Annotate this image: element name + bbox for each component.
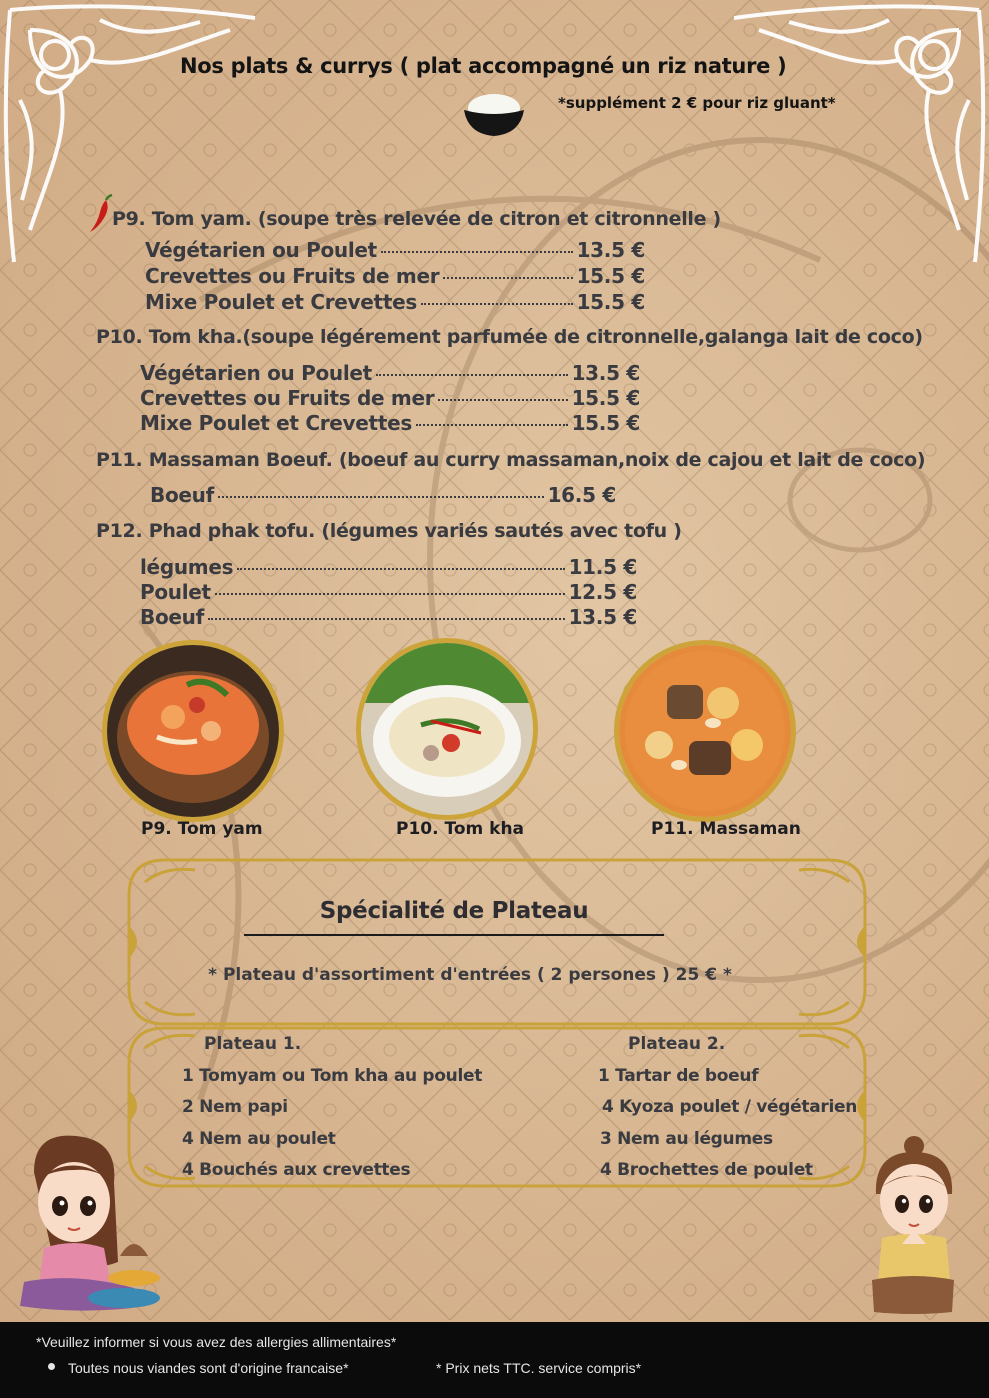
- thai-girl-greeting-icon: [866, 1134, 956, 1316]
- price-row: [140, 580, 637, 604]
- special-frame: [125, 856, 869, 1028]
- price-row: [150, 483, 616, 507]
- option-label: Boeuf: [150, 483, 214, 507]
- title-underline: [244, 934, 664, 936]
- photo-caption: P10. Tom kha: [396, 819, 525, 839]
- dish-title-p10: P10. Tom kha.(soupe légérement parfumée de citronnelle,galanga lait de coco): [96, 326, 923, 348]
- option-price: 16.5 €: [547, 483, 616, 507]
- dish-title-p11: P11. Massaman Boeuf. (boeuf au curry massaman,noix de cajou et lait de coco): [96, 449, 926, 471]
- option-price: 12.5 €: [568, 580, 637, 604]
- special-title: Spécialité de Plateau: [319, 898, 589, 924]
- dish-title-p9: P9. Tom yam. (soupe très relevée de citron et citronnelle ): [112, 208, 721, 230]
- plateau-item: 1 Tomyam ou Tom kha au poulet: [182, 1066, 483, 1086]
- plateau-item: 4 Nem au poulet: [182, 1129, 336, 1149]
- thai-girl-cooking-icon: [14, 1132, 170, 1314]
- plateau-item: 4 Brochettes de poulet: [600, 1160, 813, 1180]
- price-row: [140, 361, 640, 385]
- plateau-item: 4 Kyoza poulet / végétarien: [602, 1097, 858, 1117]
- rice-supplement-note: *supplément 2 € pour riz gluant*: [558, 94, 836, 112]
- price-row: [145, 238, 645, 262]
- option-price: 13.5 €: [571, 361, 640, 385]
- page-title: Nos plats & currys ( plat accompagné un riz nature ): [180, 54, 787, 78]
- plateau-2-title: Plateau 2.: [628, 1034, 726, 1054]
- option-label: Poulet: [140, 580, 211, 604]
- photo-tom-yam: [102, 640, 284, 822]
- option-label: Crevettes ou Fruits de mer: [140, 386, 435, 410]
- option-label: Boeuf: [140, 605, 204, 629]
- plateau-item: 1 Tartar de boeuf: [598, 1066, 759, 1086]
- photo-caption: P11. Massaman: [651, 819, 801, 839]
- option-price: 13.5 €: [576, 238, 645, 262]
- price-row: [140, 605, 637, 629]
- option-price: 15.5 €: [571, 386, 640, 410]
- option-label: Végétarien ou Poulet: [140, 361, 372, 385]
- dish-title-p12: P12. Phad phak tofu. (légumes variés sautés avec tofu ): [96, 520, 682, 542]
- ornament-corner-icon: [719, 0, 989, 270]
- option-label: Crevettes ou Fruits de mer: [145, 264, 440, 288]
- price-row: [145, 290, 645, 314]
- special-description: * Plateau d'assortiment d'entrées ( 2 persones ) 25 € *: [208, 965, 732, 985]
- plateau-1-title: Plateau 1.: [204, 1034, 302, 1054]
- price-row: [145, 264, 645, 288]
- chili-icon: [88, 194, 114, 234]
- allergy-note: *Veuillez informer si vous avez des allergies allimentaires*: [36, 1334, 397, 1350]
- photo-caption: P9. Tom yam: [141, 819, 263, 839]
- photo-massaman: [614, 640, 796, 822]
- meat-origin-note: Toutes nous viandes sont d'origine francaise*: [68, 1360, 349, 1376]
- option-label: Mixe Poulet et Crevettes: [145, 290, 417, 314]
- option-price: 15.5 €: [576, 290, 645, 314]
- price-row: [140, 386, 640, 410]
- option-price: 15.5 €: [576, 264, 645, 288]
- photo-tom-kha: [356, 638, 538, 820]
- option-price: 15.5 €: [571, 411, 640, 435]
- plateau-item: 3 Nem au légumes: [600, 1129, 773, 1149]
- plateau-item: 2 Nem papi: [182, 1097, 288, 1117]
- bullet-icon: [48, 1363, 55, 1370]
- option-price: 11.5 €: [568, 555, 637, 579]
- price-row: [140, 555, 637, 579]
- rice-bowl-icon: [460, 88, 528, 138]
- price-row: [140, 411, 640, 435]
- prices-note: * Prix nets TTC. service compris*: [436, 1360, 642, 1376]
- option-label: Végétarien ou Poulet: [145, 238, 377, 262]
- option-label: Mixe Poulet et Crevettes: [140, 411, 412, 435]
- option-price: 13.5 €: [568, 605, 637, 629]
- plateau-item: 4 Bouchés aux crevettes: [182, 1160, 411, 1180]
- option-label: légumes: [140, 555, 234, 579]
